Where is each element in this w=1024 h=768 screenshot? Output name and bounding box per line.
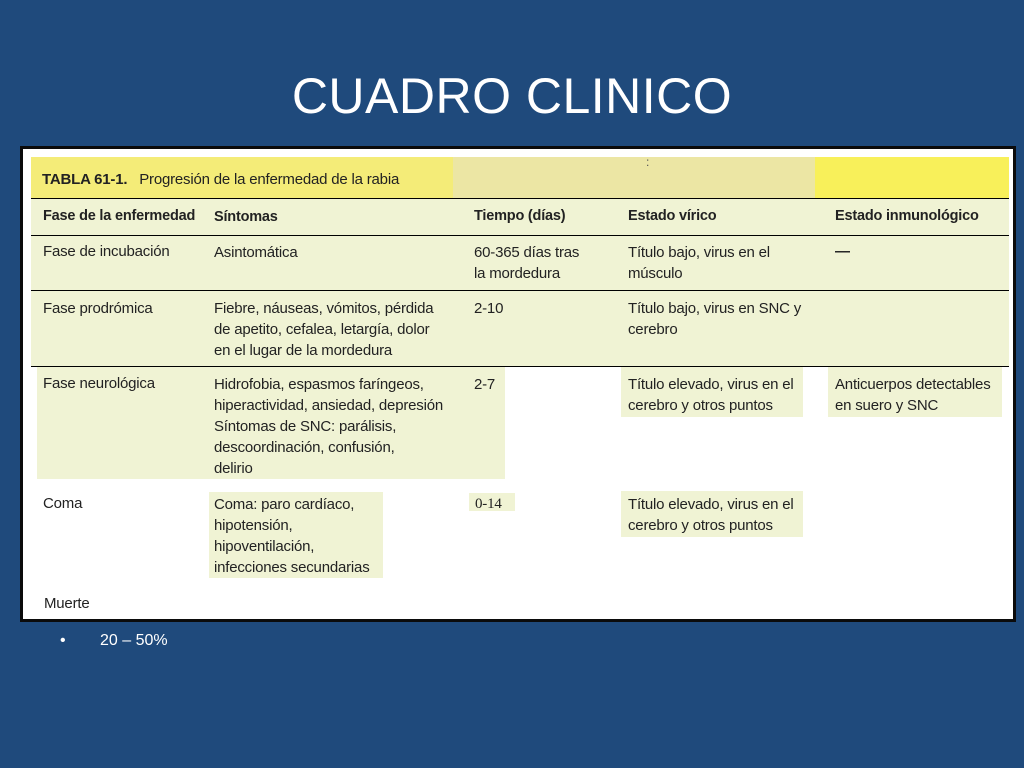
caption-text: Progresión de la enfermedad de la rabia xyxy=(139,171,400,188)
row3-viral-line1: Título elevado, virus en el xyxy=(628,376,794,393)
table-caption xyxy=(42,169,399,190)
row3-symptoms-line5: delirio xyxy=(214,460,253,477)
bullet-text: 20 – 50% xyxy=(100,632,168,649)
caption-band-mid xyxy=(453,157,815,198)
row4-viral-line1: Título elevado, virus en el xyxy=(628,496,794,513)
row1-viral-line2: músculo xyxy=(628,265,683,282)
header-symptoms: Síntomas xyxy=(214,209,278,225)
row4-time: 0-14 xyxy=(475,496,502,512)
row2-viral-line2: cerebro xyxy=(628,321,678,338)
rule-line xyxy=(31,366,1009,367)
row3-time: 2-7 xyxy=(474,376,496,393)
row2-viral-line1: Título bajo, virus en SNC y xyxy=(628,300,802,317)
row1-time-line1: 60-365 días tras xyxy=(474,244,580,261)
row4-viral-line2: cerebro y otros puntos xyxy=(628,517,773,534)
rule-line xyxy=(31,290,1009,291)
header-phase: Fase de la enfermedad xyxy=(43,208,196,224)
row4-symptoms-line1: Coma: paro cardíaco, xyxy=(214,496,355,513)
slide-title: CUADRO CLINICO xyxy=(291,68,733,124)
row3-phase: Fase neurológica xyxy=(43,375,155,392)
row3-symptoms-line1: Hidrofobia, espasmos faríngeos, xyxy=(214,376,424,393)
row4-symptoms-line4: infecciones secundarias xyxy=(214,559,370,576)
row2-symptoms-line3: en el lugar de la mordedura xyxy=(214,342,393,359)
row1-time-line2: la mordedura xyxy=(474,265,560,282)
row3-immune-line2: en suero y SNC xyxy=(835,397,939,414)
header-viral: Estado vírico xyxy=(628,208,717,224)
caption-label: TABLA 61-1. xyxy=(42,171,128,188)
row1-immune: — xyxy=(835,243,850,260)
row4-phase: Coma xyxy=(43,495,83,512)
row1-viral-line1: Título bajo, virus en el xyxy=(628,244,770,261)
row2-symptoms-line1: Fiebre, náuseas, vómitos, pérdida xyxy=(214,300,434,317)
row3-symptoms-line2: hiperactividad, ansiedad, depresión xyxy=(214,397,443,414)
rule-line xyxy=(31,235,1009,236)
row2-time: 2-10 xyxy=(474,300,504,317)
header-time: Tiempo (días) xyxy=(474,208,566,224)
caption-marker: : xyxy=(646,155,650,169)
header-immune: Estado inmunológico xyxy=(835,208,979,224)
row4-symptoms-line2: hipotensión, xyxy=(214,517,293,534)
table-image xyxy=(20,146,1016,622)
bullet-item xyxy=(60,632,168,650)
row1-symptoms: Asintomática xyxy=(214,244,298,261)
row3-symptoms-line3: Síntomas de SNC: parálisis, xyxy=(214,418,397,435)
row5-phase: Muerte xyxy=(44,595,90,612)
row4-symptoms-line3: hipoventilación, xyxy=(214,538,315,555)
rule-line xyxy=(31,198,1009,199)
caption-band-right xyxy=(815,157,1009,198)
row2-phase: Fase prodrómica xyxy=(43,300,153,317)
row2-symptoms-line2: de apetito, cefalea, letargía, dolor xyxy=(214,321,430,338)
bullet-dot: • xyxy=(60,632,66,649)
row3-immune-line1: Anticuerpos detectables xyxy=(835,376,991,393)
row1-phase: Fase de incubación xyxy=(43,243,170,260)
row3-symptoms-line4: descoordinación, confusión, xyxy=(214,439,395,456)
row3-viral-line2: cerebro y otros puntos xyxy=(628,397,773,414)
